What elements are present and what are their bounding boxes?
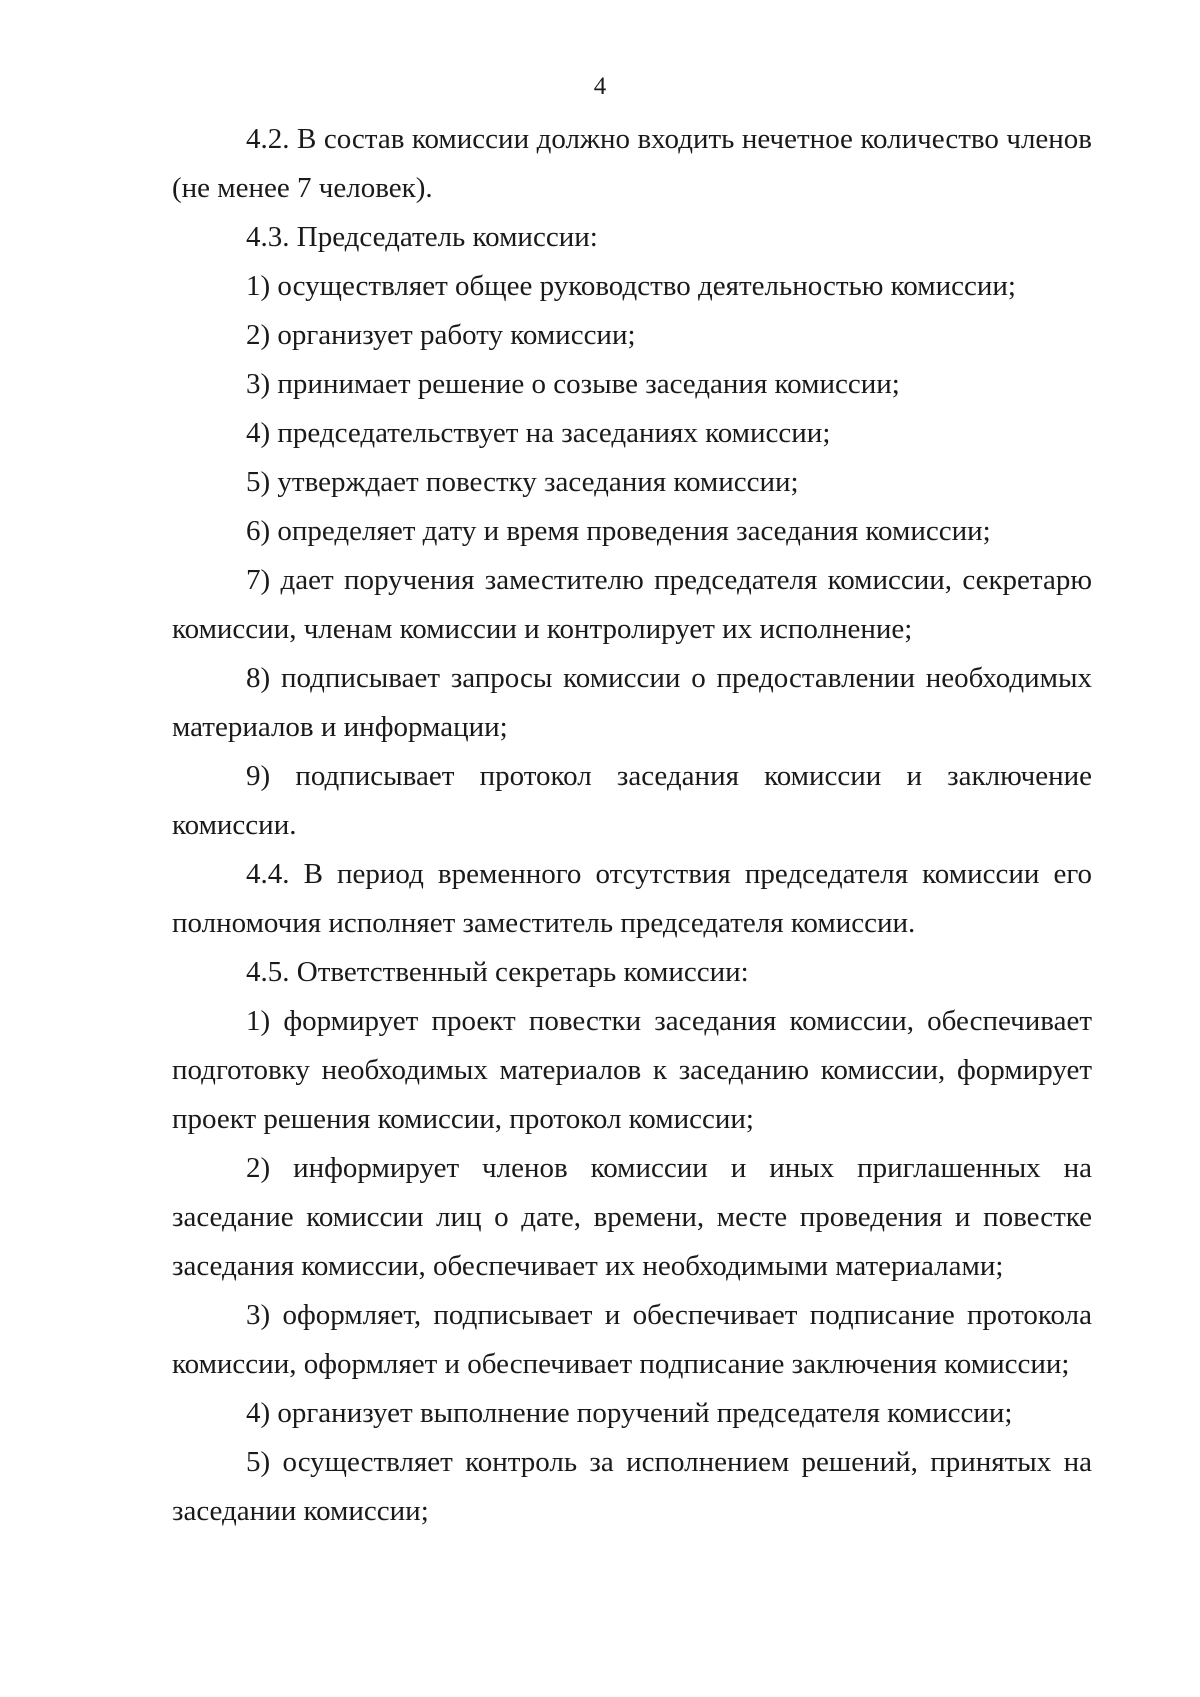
list-item: 5) осуществляет контроль за исполнением решений, принятых на заседании комиссии; [172, 1446, 1092, 1527]
paragraph-4-3-heading: 4.3. Председатель комиссии: [246, 221, 598, 253]
list-item: 5) утверждает повестку заседания комиссии; [246, 466, 799, 498]
list-item: 2) информирует членов комиссии и иных приглашенных на заседание комиссии лиц о дате, времени, месте проведения и повестке заседания комиссии, обеспечивает их необходимыми материалами; [172, 1152, 1092, 1282]
list-item: 8) подписывает запросы комиссии о предоставлении необходимых материалов и информации; [172, 662, 1092, 743]
list-item: 4) председательствует на заседаниях комиссии; [246, 417, 831, 449]
list-item: 1) формирует проект повестки заседания комиссии, обеспечивает подготовку необходимых материалов к заседанию комиссии, формирует проект решения комиссии, протокол комиссии; [172, 1005, 1092, 1135]
paragraph-4-5-heading: 4.5. Ответственный секретарь комиссии: [246, 956, 749, 988]
paragraph-4-4: 4.4. В период временного отсутствия председателя комиссии его полномочия исполняет заместитель председателя комиссии. [172, 858, 1092, 939]
paragraph-4-2: 4.2. В состав комиссии должно входить нечетное количество членов (не менее 7 человек). [172, 123, 1092, 204]
list-item: 7) дает поручения заместителю председателя комиссии, секретарю комиссии, членам комиссии и контролирует их исполнение; [172, 564, 1092, 645]
list-item: 3) принимает решение о созыве заседания комиссии; [246, 368, 900, 400]
list-item: 1) осуществляет общее руководство деятельностью комиссии; [246, 270, 1016, 302]
list-item: 2) организует работу комиссии; [246, 319, 636, 351]
list-item: 3) оформляет, подписывает и обеспечивает подписание протокола комиссии, оформляет и обеспечивает подписание заключения комиссии; [172, 1299, 1092, 1380]
page-number: 4 [593, 73, 607, 100]
list-item: 9) подписывает протокол заседания комиссии и заключение комиссии. [172, 760, 1092, 841]
list-item: 4) организует выполнение поручений председателя комиссии; [246, 1397, 1013, 1429]
list-item: 6) определяет дату и время проведения заседания комиссии; [246, 515, 991, 547]
document-body [172, 115, 1092, 1536]
